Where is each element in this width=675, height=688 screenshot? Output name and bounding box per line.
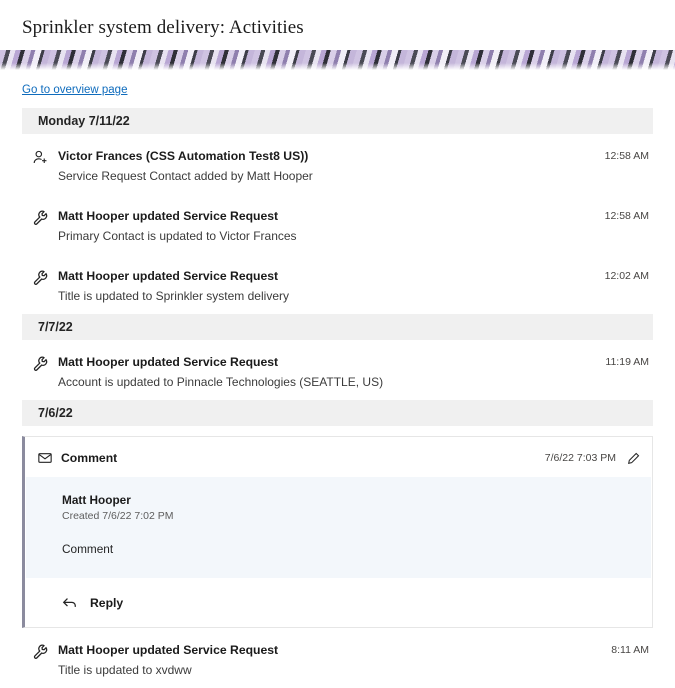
activity-timeline [0,98,675,688]
activity-item[interactable] [22,628,653,688]
envelope-icon [37,450,61,466]
wrench-icon [32,642,58,660]
activity-body [58,268,605,304]
activity-timestamp: 12:58 AM [604,210,649,222]
activity-subtitle: Title is updated to Sprinkler system delivery [58,289,289,303]
activity-timestamp: 11:19 AM [605,356,649,368]
wrench-icon [32,208,58,226]
activity-body [58,208,605,244]
activity-timestamp: 12:02 AM [604,270,649,282]
activity-item[interactable] [22,340,653,400]
overview-link-row [0,72,675,98]
wrench-icon [32,354,58,372]
comment-header [25,437,652,477]
comment-body [26,477,651,578]
activity-timestamp: 12:58 AM [604,150,649,162]
comment-author: Matt Hooper [62,493,131,507]
go-to-overview-page-link[interactable]: Go to overview page [22,84,128,96]
activity-item[interactable] [22,134,653,194]
date-group-header: Monday 7/11/22 [22,108,653,134]
activity-subtitle: Primary Contact is updated to Victor Frances [58,229,297,243]
comment-created-date: Created 7/6/22 7:02 PM [62,510,174,522]
activity-timestamp: 8:11 AM [611,644,649,656]
reply-button-label[interactable]: Reply [90,595,124,610]
comment-card[interactable] [22,436,653,628]
comment-title: Comment [61,451,118,465]
decorative-ribbon-band [0,50,675,72]
page-title: Sprinkler system delivery: Activities [22,17,304,38]
activity-subtitle: Account is updated to Pinnacle Technologies (SEATTLE, US) [58,375,384,389]
wrench-icon [32,268,58,286]
activity-body [58,148,605,184]
activity-item[interactable] [22,194,653,254]
date-group-header: 7/7/22 [22,314,653,340]
activity-title: Matt Hooper updated Service Request [58,355,279,369]
person-add-icon [32,148,58,166]
activity-title: Matt Hooper updated Service Request [58,269,279,283]
activity-subtitle: Title is updated to xvdww [58,663,192,677]
reply-row[interactable] [25,578,652,627]
date-group-header: 7/6/22 [22,400,653,426]
comment-timestamp: 7/6/22 7:03 PM [544,452,616,464]
activity-body [58,642,611,678]
activity-title: Matt Hooper updated Service Request [58,643,279,657]
activity-title: Matt Hooper updated Service Request [58,209,279,223]
comment-text: Comment [62,542,114,556]
pencil-icon[interactable] [624,449,642,467]
reply-arrow-icon [61,594,78,611]
activity-subtitle: Service Request Contact added by Matt Hooper [58,169,313,183]
activity-body [58,354,605,390]
activity-title: Victor Frances (CSS Automation Test8 US)) [58,149,309,163]
activity-item[interactable] [22,254,653,314]
